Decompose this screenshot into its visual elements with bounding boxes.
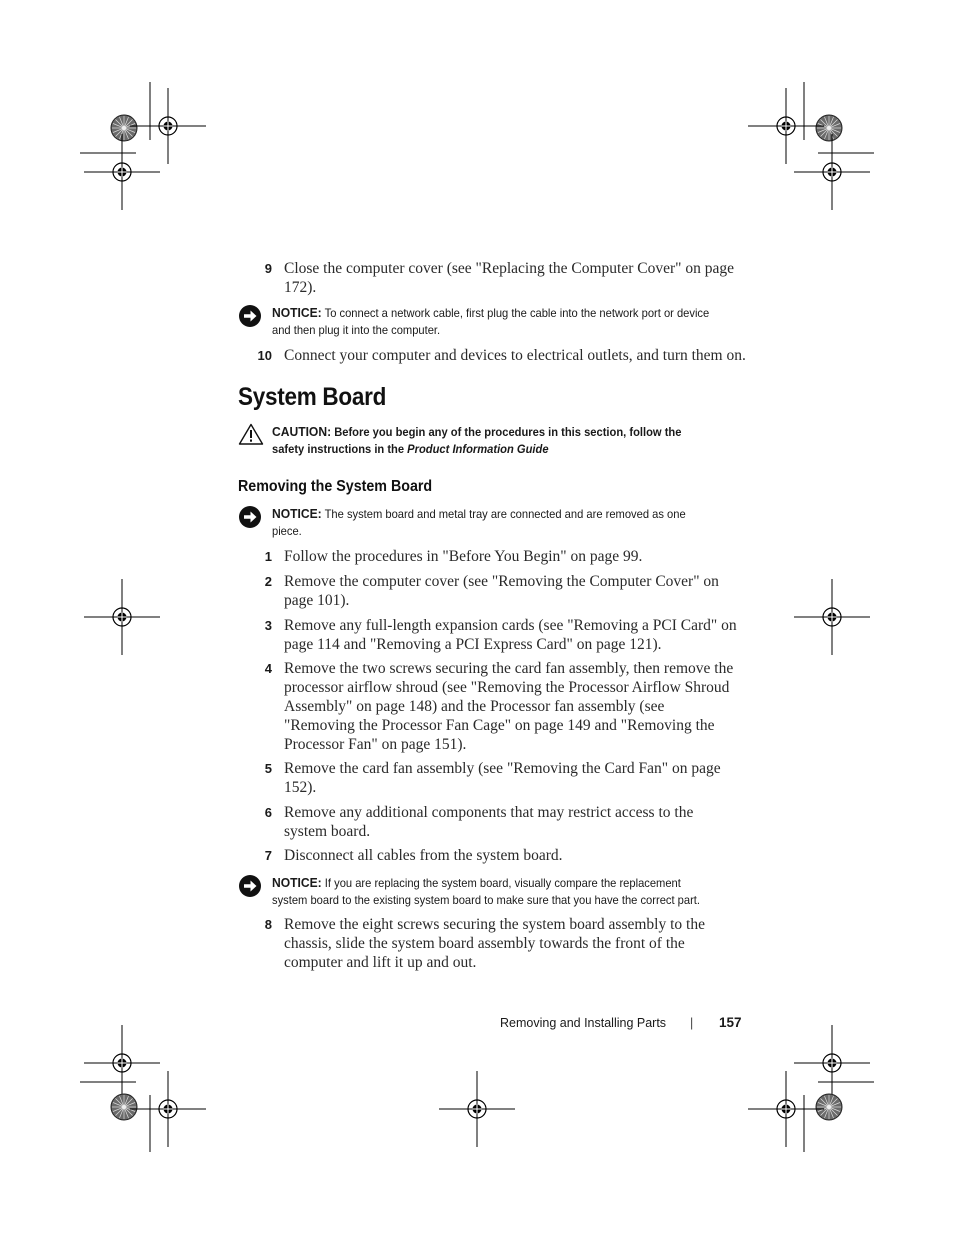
- step-text: Remove any additional components that may restrict access to the system board.: [284, 804, 694, 840]
- step-number: 10: [257, 348, 272, 363]
- step-number: 3: [264, 618, 272, 633]
- caution-text: [272, 423, 710, 458]
- step-text: Remove the two screws securing the card fan assembly, then remove the processor airflow shroud (see "Removing the Processor Airflow Shroud Assembly" on page 148) and the Processor fan assembly (see "Removing the Processor Fan Cage" on page 149 and "Removing the Processor Fan" on page 151).: [284, 660, 734, 753]
- caution-warning-icon: [238, 423, 272, 458]
- page-number: 157: [719, 1015, 742, 1030]
- step-text: Connect your computer and devices to electrical outlets, and turn them on.: [284, 347, 746, 364]
- notice-arrow-icon: [238, 874, 272, 909]
- subsection-title: Removing the System Board: [238, 478, 433, 495]
- step-item: [238, 659, 738, 754]
- notice-text: [272, 505, 710, 540]
- notice-label: NOTICE:: [272, 506, 322, 521]
- step-text: Remove the eight screws securing the system board assembly to the chassis, slide the system board assembly towards the front of the computer and lift it up and out.: [284, 916, 705, 971]
- step-item: [238, 616, 738, 654]
- notice-arrow-icon: [238, 304, 272, 339]
- step-text: Follow the procedures in "Before You Begin" on page 99.: [284, 548, 643, 565]
- step-number: 8: [264, 917, 272, 932]
- caution-label: CAUTION:: [272, 424, 332, 439]
- step-number: 6: [264, 805, 272, 820]
- notice-block: [238, 304, 743, 339]
- notice-label: NOTICE:: [272, 875, 322, 890]
- step-number: 4: [264, 661, 272, 676]
- notice-body: If you are replacing the system board, visually compare the replacement system board to the existing system board to make sure that you have the correct part.: [272, 876, 701, 907]
- notice-block: [238, 874, 743, 909]
- section-title: System Board: [238, 383, 387, 411]
- caution-block: [238, 423, 743, 458]
- notice-arrow-icon: [238, 505, 272, 540]
- step-text: Remove the computer cover (see "Removing the Computer Cover" on page 101).: [284, 573, 719, 609]
- notice-body: The system board and metal tray are connected and are removed as one piece.: [272, 507, 686, 538]
- notice-block: [238, 505, 743, 540]
- caution-body: Before you begin any of the procedures in this section, follow the safety instructions in the: [272, 425, 682, 456]
- step-item: [238, 759, 738, 797]
- step-item: [238, 803, 738, 841]
- notice-text: [272, 874, 710, 909]
- step-number: 1: [264, 549, 272, 564]
- step-text: Remove any full-length expansion cards (see "Removing a PCI Card" on page 114 and "Removing a PCI Express Card" on page 121).: [284, 617, 737, 653]
- step-item: [238, 572, 738, 610]
- footer-separator: |: [690, 1016, 694, 1030]
- step-text: Close the computer cover (see "Replacing the Computer Cover" on page 172).: [284, 260, 734, 296]
- step-text: Remove the card fan assembly (see "Removing the Card Fan" on page 152).: [284, 760, 721, 796]
- step-item: [238, 547, 738, 566]
- step-number: 9: [264, 261, 272, 276]
- footer-chapter-title: Removing and Installing Parts: [500, 1016, 667, 1030]
- notice-body: To connect a network cable, first plug the cable into the network port or device and then plug it into the computer.: [272, 306, 710, 337]
- step-item: [238, 259, 738, 297]
- step-number: 5: [264, 761, 272, 776]
- notice-label: NOTICE:: [272, 305, 322, 320]
- step-number: 7: [264, 848, 272, 863]
- step-number: 2: [264, 574, 272, 589]
- step-text: Disconnect all cables from the system board.: [284, 847, 563, 864]
- step-item: [238, 346, 748, 365]
- step-item: [238, 846, 738, 865]
- notice-text: [272, 304, 710, 339]
- step-item: [238, 915, 738, 972]
- guide-reference: Product Information Guide: [407, 442, 549, 456]
